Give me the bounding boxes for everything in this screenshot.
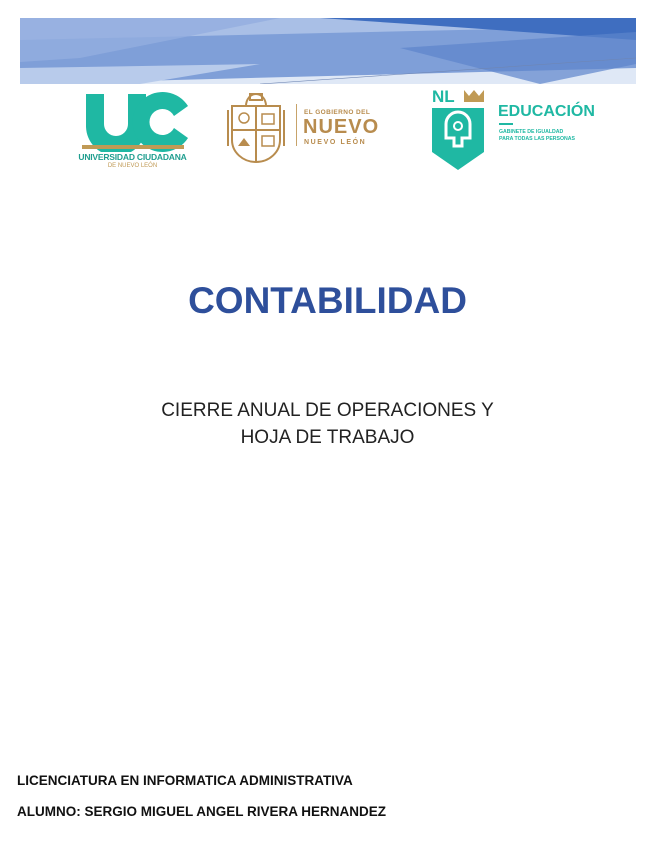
gobierno-line2: NUEVO (303, 116, 380, 138)
educacion-title: EDUCACIÓN (498, 103, 595, 120)
educacion-accent-bar (499, 123, 513, 125)
header-banner (20, 18, 636, 84)
logo-divider (296, 104, 297, 146)
uc-logo-name: UNIVERSIDAD CIUDADANA (78, 152, 187, 162)
gobierno-line1: EL GOBIERNO DEL (304, 109, 371, 116)
nl-educacion-mark (430, 86, 492, 174)
student-name: ALUMNO: SERGIO MIGUEL ANGEL RIVERA HERNANDEZ (17, 804, 387, 819)
uc-logo (70, 90, 195, 180)
program-name: LICENCIATURA EN INFORMATICA ADMINISTRATIVA (17, 773, 353, 788)
svg-text:NL: NL (432, 87, 455, 106)
educacion-tagline-line2: PARA TODAS LAS PERSONAS (499, 135, 575, 142)
subtitle-line1: CIERRE ANUAL DE OPERACIONES Y (161, 400, 494, 421)
coat-of-arms-icon (224, 86, 288, 166)
uc-logo-mark (80, 90, 190, 152)
document-title: CONTABILIDAD (188, 280, 467, 321)
uc-logo-subname: DE NUEVO LEÓN (107, 163, 158, 169)
educacion-tagline-line1: GABINETE DE IGUALDAD (499, 129, 564, 135)
nl-educacion-logo (430, 86, 625, 176)
gobierno-line3: NUEVO LEÓN (304, 139, 367, 146)
document-subtitle (0, 397, 655, 451)
educacion-tagline (499, 129, 575, 142)
subtitle-line2: HOJA DE TRABAJO (240, 427, 415, 448)
gobierno-nuevo-leon-logo (224, 86, 404, 168)
